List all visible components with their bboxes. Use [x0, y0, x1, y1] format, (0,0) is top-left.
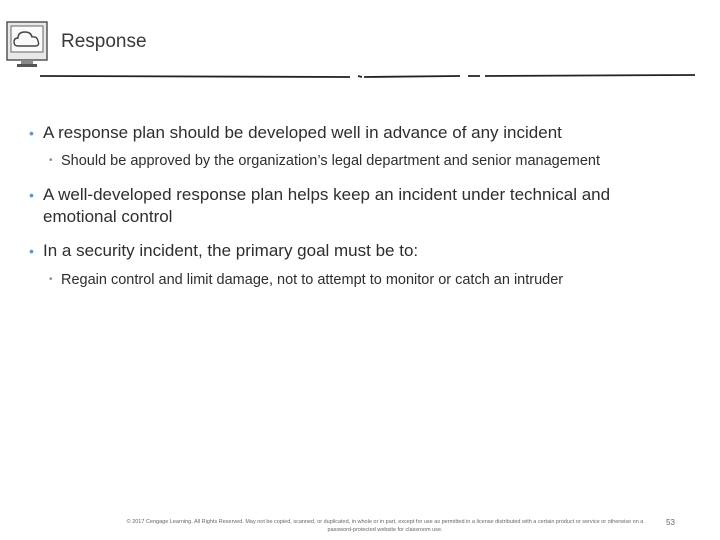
bullet-1-sub-1-text: Should be approved by the organization’s legal department and senior management	[61, 153, 601, 169]
bullet-2	[29, 184, 683, 228]
bullet-1-text: A response plan should be developed well in advance of any incident	[43, 123, 562, 142]
bullet-2-text: A well-developed response plan helps keep an incident under technical and emotional control	[43, 185, 611, 226]
sub-bullet-dot: •	[49, 274, 53, 285]
bullet-dot: •	[29, 125, 34, 141]
bullet-3-text: In a security incident, the primary goal must be to:	[43, 241, 419, 260]
bullet-dot: •	[29, 243, 34, 259]
sub-bullet-dot: •	[49, 155, 53, 166]
copyright-footer: © 2017 Cengage Learning. All Rights Reserved. May not be copied, scanned, or duplicated, in whole or in part, except for use as permitted in a license distributed with a certain product or service or otherwise on a password-protected website for classroom use.	[126, 519, 644, 533]
bullet-3-sub-1-text: Regain control and limit damage, not to attempt to monitor or catch an intruder	[61, 272, 564, 288]
page-number: 53	[666, 518, 675, 527]
bullet-1-sub-1	[49, 151, 601, 171]
bullet-1	[29, 122, 562, 144]
page-title: Response	[61, 31, 147, 52]
bullet-dot: •	[29, 187, 34, 203]
bullet-3-sub-1	[49, 270, 564, 290]
bullet-3	[29, 240, 419, 262]
